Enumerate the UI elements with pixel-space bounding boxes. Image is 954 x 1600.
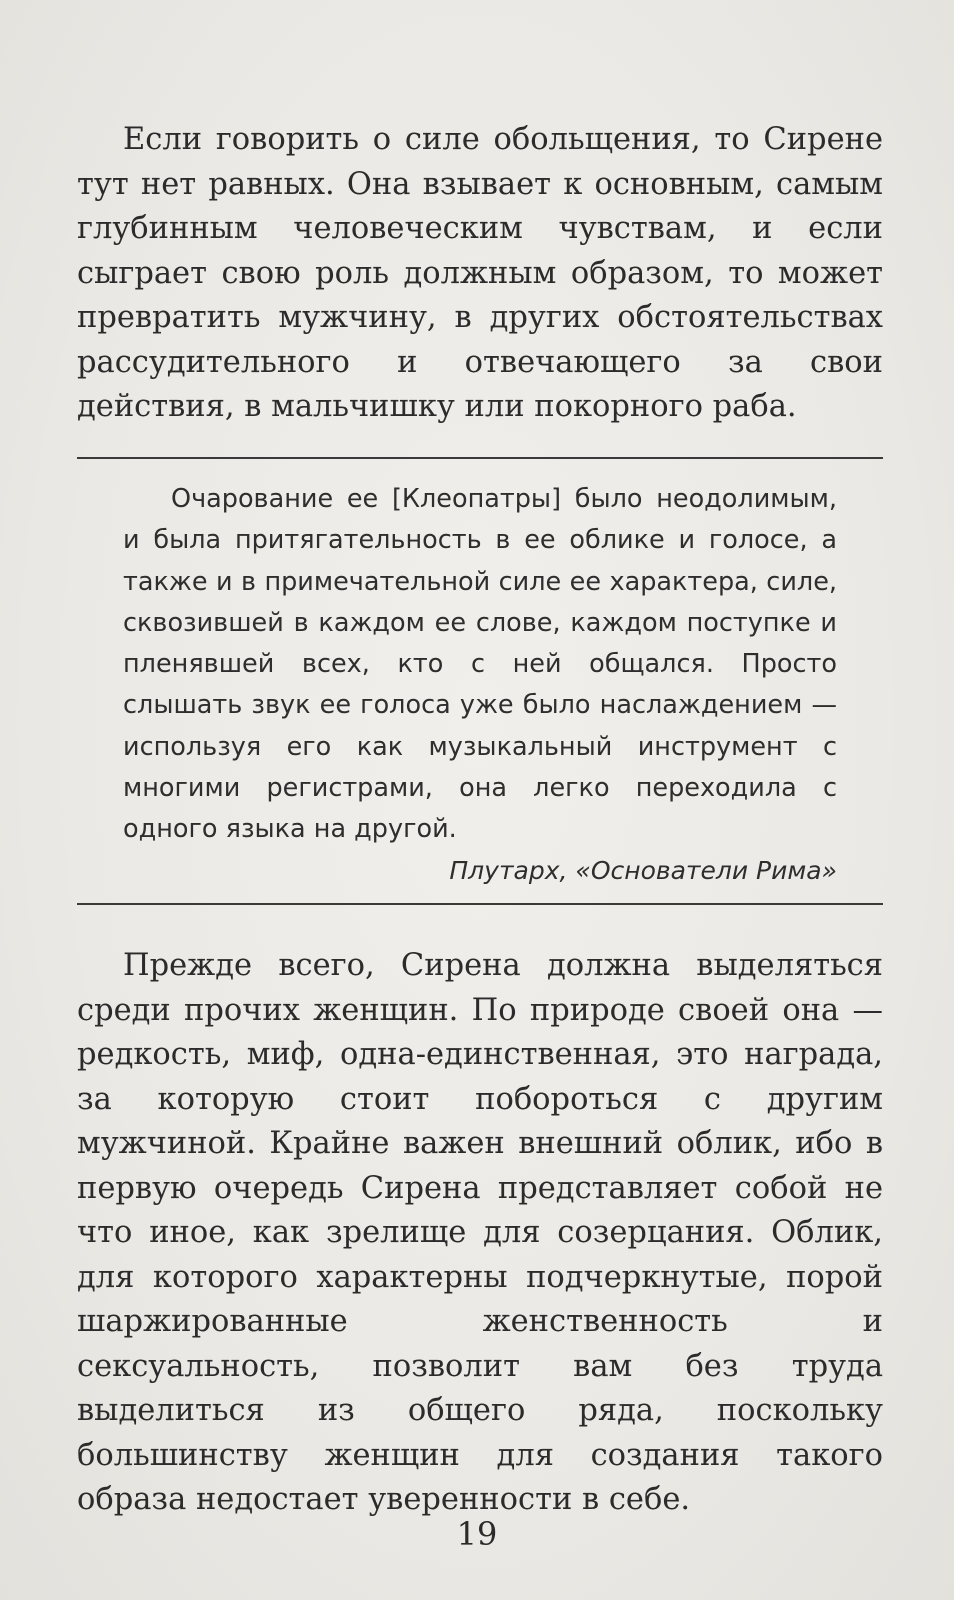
body-paragraph-1 (77, 118, 883, 430)
quote-bottom-rule (77, 903, 883, 905)
body-paragraph-2 (77, 944, 883, 1523)
quote-attribution: Плутарх, «Основатели Рима» (449, 856, 837, 885)
epigraph-quote (123, 479, 837, 851)
quote-top-rule (77, 457, 883, 459)
paragraph-text: Если говорить о силе обольщения, то Сирене тут нет равных. Она взывает к основным, самым глубинным человеческим чувствам, и если сыграет свою роль должным образом, то может превратить мужчину, в других обстоятельствах рассудительного и отвечающего за свои действия, в мальчишку или покорного раба. (77, 122, 883, 424)
paragraph-text: Прежде всего, Сирена должна выделяться среди прочих женщин. По природе своей она — редкость, миф, одна-единственная, это награда, за которую стоит побороться с другим мужчиной. Крайне важен внешний облик, ибо в первую очередь Сирена представляет собой не что иное, как зрелище для созерцания. Облик, для которого характерны подчеркнутые, порой шаржированные женственность и сексуальность, позволит вам без труда выделиться из общего ряда, поскольку большинству женщин для создания такого образа недостает уверенности в себе. (77, 948, 883, 1517)
page-number: 19 (456, 1515, 498, 1553)
quote-text: Очарование ее [Клеопатры] было неодолимым, и была притягательность в ее облике и голосе, а также и в примечательной силе ее характера, силе, сквозившей в каждом ее слове, каждом поступке и пленявшей всех, кто с ней общался. Просто слышать звук ее голоса уже было наслаждением — используя его как музыкальный инструмент с многими регистрами, она легко переходила с одного языка на другой. (123, 484, 837, 845)
